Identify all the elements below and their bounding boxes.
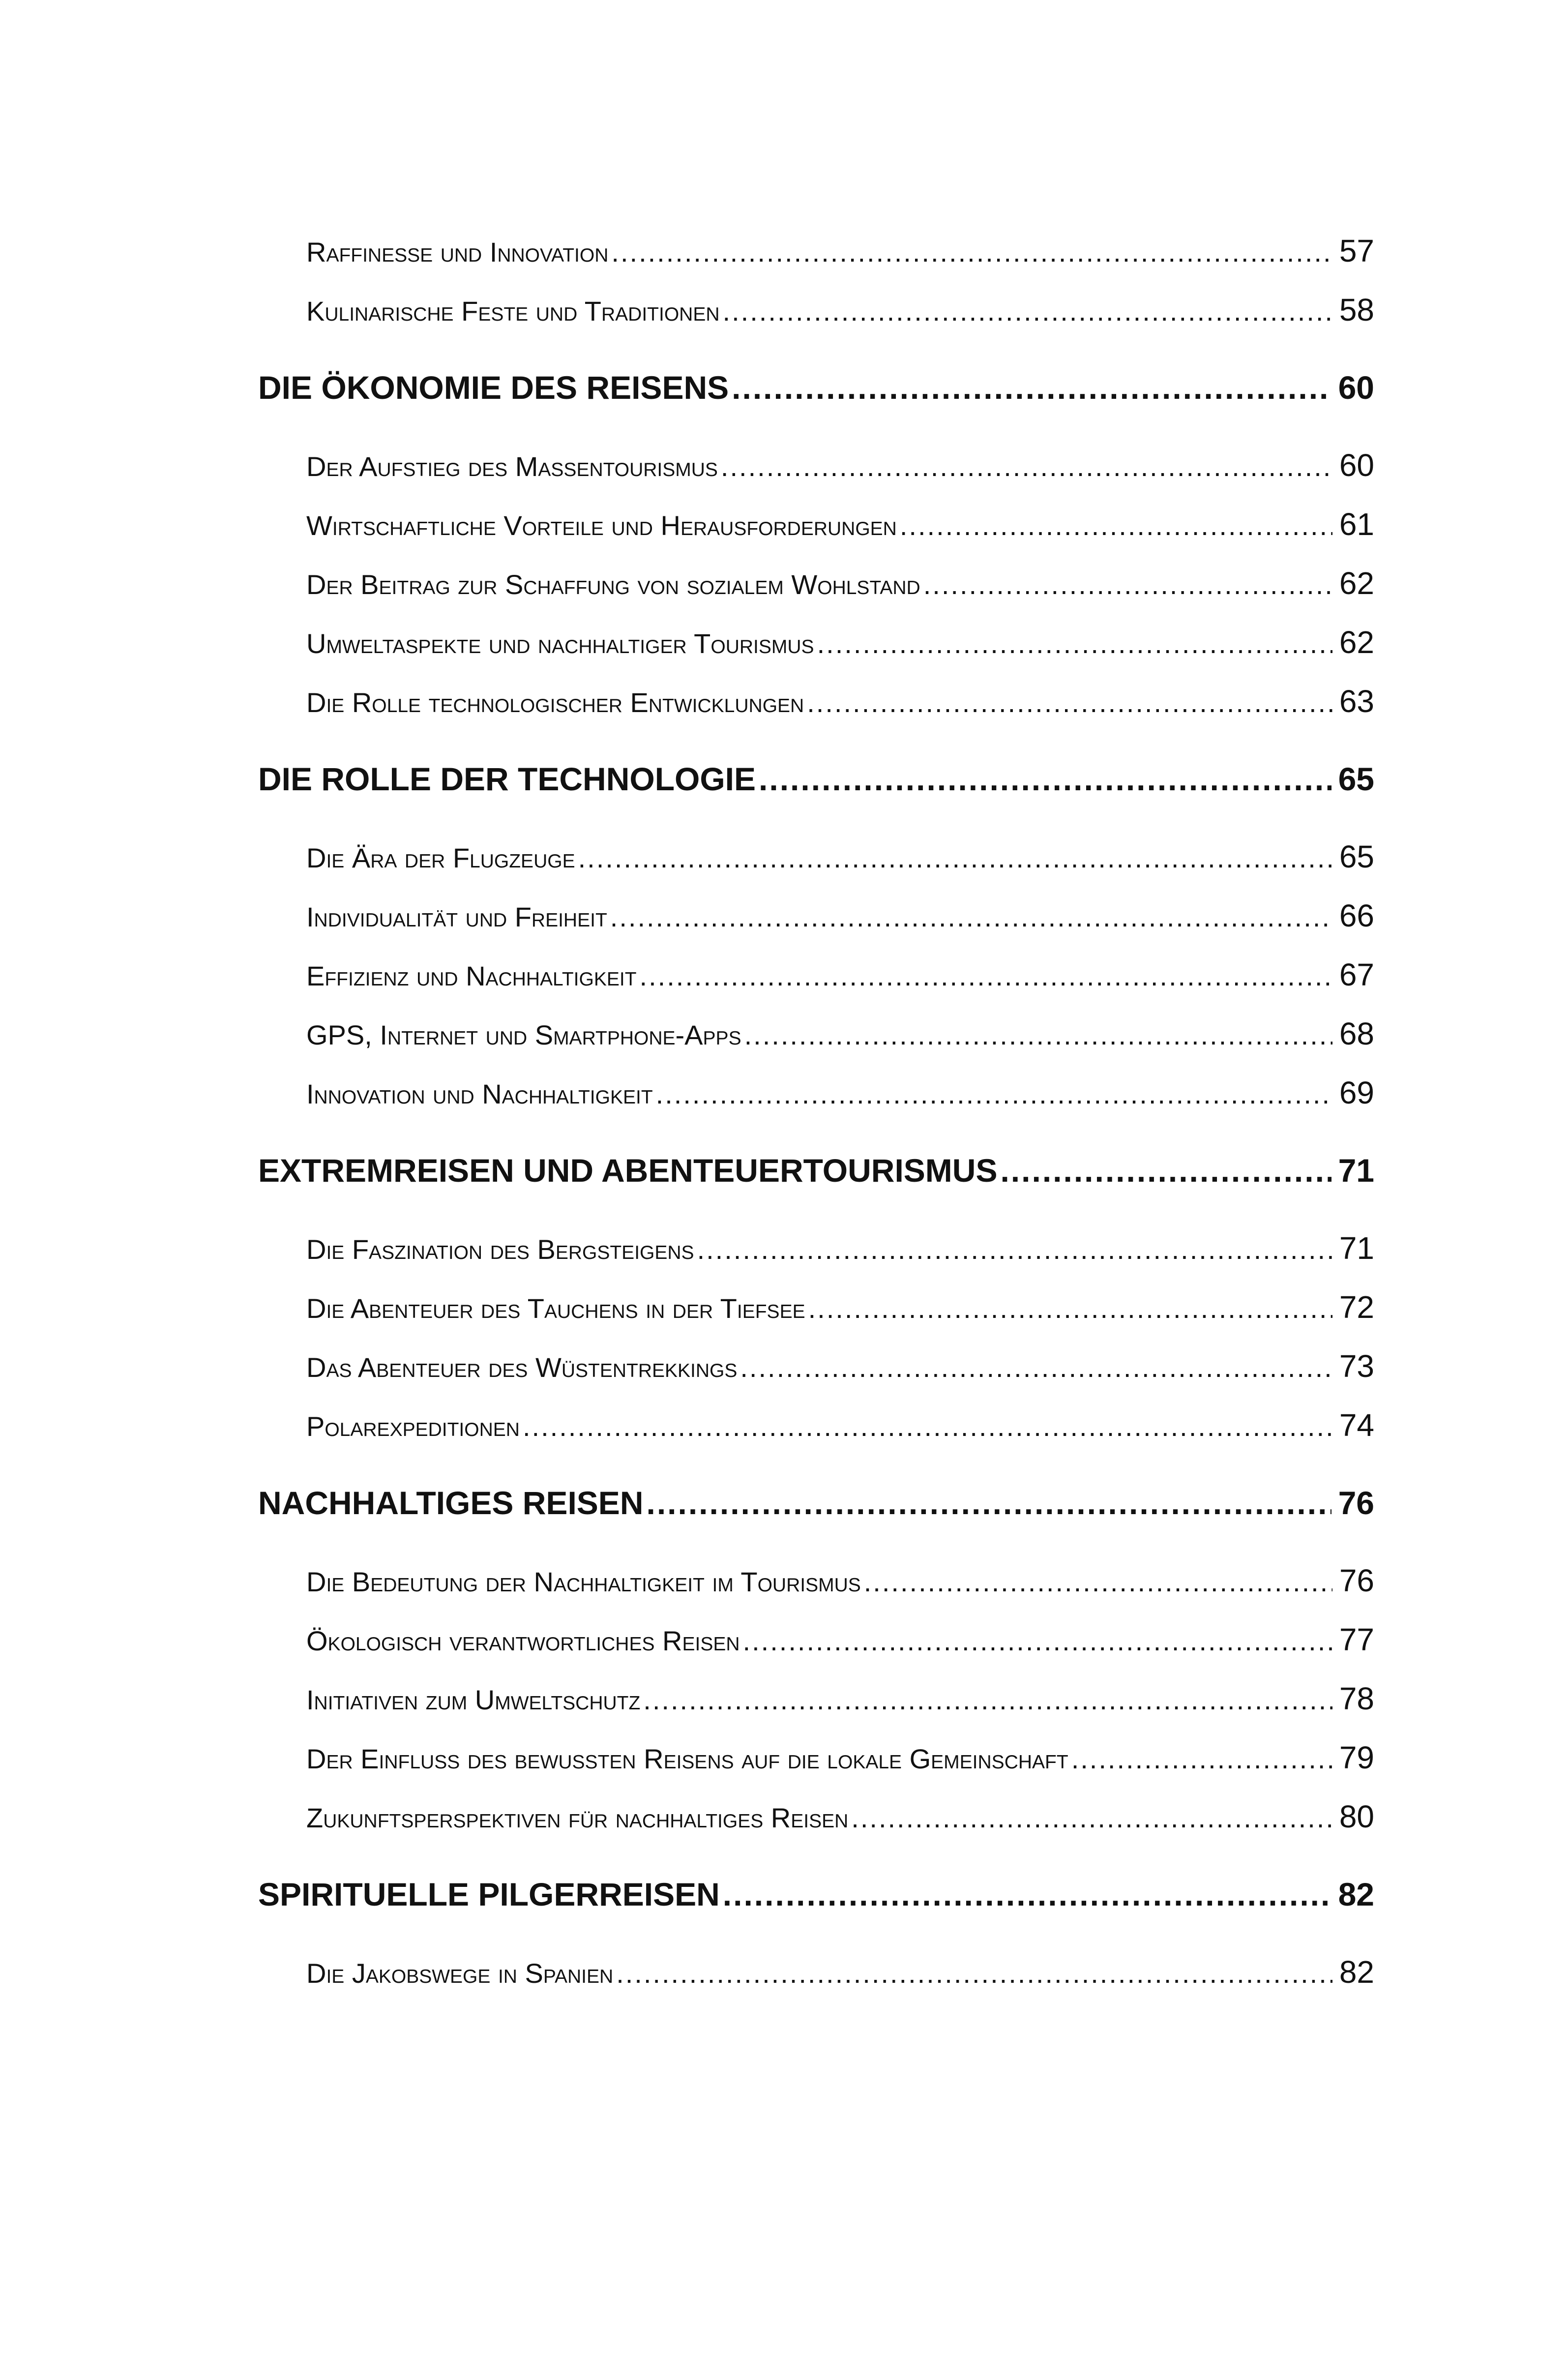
toc-entry-jakobswege[interactable] bbox=[258, 1942, 1374, 2001]
toc-entry-page: 78 bbox=[1339, 1681, 1374, 1716]
toc-entry-umweltschutz[interactable] bbox=[258, 1669, 1374, 1728]
toc-entry-page: 77 bbox=[1339, 1622, 1374, 1657]
toc-entry-sozialer-wohlstand[interactable] bbox=[258, 554, 1374, 613]
toc-entry-title: Effizienz und Nachhaltigkeit bbox=[306, 960, 637, 991]
toc-section-nachhaltiges-reisen[interactable] bbox=[258, 1476, 1374, 1529]
toc-entry-page: 58 bbox=[1339, 292, 1374, 328]
toc-entry-page: 63 bbox=[1339, 684, 1374, 719]
toc-entry-title: Umweltaspekte und nachhaltiger Tourismus bbox=[306, 628, 814, 659]
toc-entry-page: 71 bbox=[1339, 1230, 1374, 1266]
toc-entry-kulinarische-feste[interactable] bbox=[258, 280, 1374, 339]
toc-entry-page: 80 bbox=[1339, 1799, 1374, 1834]
toc-entry-title: Die Ära der Flugzeuge bbox=[306, 842, 575, 873]
dot-leader bbox=[523, 1397, 1332, 1455]
dot-leader bbox=[864, 1552, 1332, 1610]
dot-leader bbox=[578, 829, 1332, 886]
toc-entry-title: Wirtschaftliche Vorteile und Herausforderungen bbox=[306, 510, 897, 541]
toc-entry-page: 82 bbox=[1339, 1954, 1374, 1990]
dot-leader bbox=[721, 437, 1332, 495]
dot-leader bbox=[900, 496, 1332, 554]
toc-section-title: SPIRITUELLE PILGERREISEN bbox=[258, 1876, 720, 1912]
toc-entry-umweltaspekte[interactable] bbox=[258, 613, 1374, 672]
dot-leader bbox=[723, 282, 1332, 339]
dot-leader bbox=[697, 1220, 1332, 1278]
toc-entry-raffinesse-und-innovation[interactable] bbox=[258, 221, 1374, 280]
toc-entry-title: Polarexpeditionen bbox=[306, 1411, 520, 1442]
toc-entry-title: Der Aufstieg des Massentourismus bbox=[306, 451, 718, 482]
toc-entry-page: 65 bbox=[1339, 839, 1374, 874]
toc-entry-title: Der Einfluss des bewussten Reisens auf die lokale Gemeinschaft bbox=[306, 1743, 1068, 1774]
toc-entry-title: Zukunftsperspektiven für nachhaltiges Reisen bbox=[306, 1802, 849, 1833]
toc-entry-page: 74 bbox=[1339, 1407, 1374, 1443]
toc-entry-page: 76 bbox=[1339, 1563, 1374, 1598]
toc-entry-title: Das Abenteuer des Wüstentrekkings bbox=[306, 1352, 738, 1383]
dot-leader bbox=[647, 1476, 1331, 1529]
dot-leader bbox=[743, 1612, 1332, 1669]
dot-leader bbox=[851, 1789, 1332, 1846]
toc-entry-wirtschaftliche-vorteile[interactable] bbox=[258, 495, 1374, 554]
toc-entry-title: Die Jakobswege in Spanien bbox=[306, 1958, 614, 1989]
dot-leader bbox=[611, 223, 1332, 280]
toc-entry-tauchen-tiefsee[interactable] bbox=[258, 1278, 1374, 1337]
toc-section-title: DIE ÖKONOMIE DES REISENS bbox=[258, 369, 729, 406]
toc-entry-polarexpeditionen[interactable] bbox=[258, 1396, 1374, 1455]
toc-section-title: NACHHALTIGES REISEN bbox=[258, 1485, 644, 1521]
toc-entry-title: Kulinarische Feste und Traditionen bbox=[306, 296, 720, 327]
toc-entry-page: 68 bbox=[1339, 1016, 1374, 1051]
toc-entry-title: GPS, Internet und Smartphone-Apps bbox=[306, 1019, 741, 1050]
toc-entry-title: Die Abenteuer des Tauchens in der Tiefsee bbox=[306, 1293, 805, 1324]
toc-section-rolle-der-technologie[interactable] bbox=[258, 752, 1374, 806]
dot-leader bbox=[1000, 1144, 1331, 1197]
toc-entry-page: 57 bbox=[1339, 233, 1374, 269]
toc-section-pilgerreisen[interactable] bbox=[258, 1868, 1374, 1921]
toc-entry-title: Raffinesse und Innovation bbox=[306, 237, 609, 268]
toc-entry-page: 62 bbox=[1339, 625, 1374, 660]
toc-entry-page: 79 bbox=[1339, 1740, 1374, 1775]
dot-leader bbox=[640, 947, 1332, 1004]
toc-entry-title: Initiativen zum Umweltschutz bbox=[306, 1684, 641, 1715]
toc-entry-page: 61 bbox=[1339, 507, 1374, 542]
toc-entry-page: 66 bbox=[1339, 898, 1374, 933]
toc-entry-oekologisch-reisen[interactable] bbox=[258, 1610, 1374, 1669]
toc-entry-page: 60 bbox=[1339, 448, 1374, 483]
toc-section-extremreisen[interactable] bbox=[258, 1144, 1374, 1197]
dot-leader bbox=[643, 1671, 1332, 1728]
toc-entry-page: 73 bbox=[1339, 1348, 1374, 1384]
toc-section-page: 82 bbox=[1338, 1876, 1374, 1912]
toc-entry-massentourismus[interactable] bbox=[258, 436, 1374, 495]
toc-section-page: 71 bbox=[1338, 1152, 1374, 1189]
table-of-contents bbox=[258, 221, 1374, 2001]
toc-entry-title: Die Rolle technologischer Entwicklungen bbox=[306, 687, 804, 718]
toc-entry-innovation-nachhaltigkeit[interactable] bbox=[258, 1063, 1374, 1122]
toc-entry-effizienz[interactable] bbox=[258, 945, 1374, 1004]
toc-entry-page: 72 bbox=[1339, 1289, 1374, 1325]
toc-entry-lokale-gemeinschaft[interactable] bbox=[258, 1728, 1374, 1787]
toc-section-page: 76 bbox=[1338, 1485, 1374, 1521]
toc-entry-title: Die Bedeutung der Nachhaltigkeit im Tourismus bbox=[306, 1566, 861, 1597]
toc-entry-wuestentrekking[interactable] bbox=[258, 1337, 1374, 1396]
toc-section-title: DIE ROLLE DER TECHNOLOGIE bbox=[258, 761, 756, 797]
toc-entry-page: 69 bbox=[1339, 1075, 1374, 1110]
dot-leader bbox=[732, 361, 1331, 414]
toc-entry-title: Innovation und Nachhaltigkeit bbox=[306, 1078, 653, 1109]
dot-leader bbox=[740, 1338, 1332, 1396]
toc-entry-page: 62 bbox=[1339, 566, 1374, 601]
dot-leader bbox=[817, 614, 1332, 672]
toc-section-title: EXTREMREISEN UND ABENTEUERTOURISMUS bbox=[258, 1152, 998, 1189]
toc-entry-title: Ökologisch verantwortliches Reisen bbox=[306, 1625, 740, 1656]
toc-entry-individualitaet[interactable] bbox=[258, 886, 1374, 945]
dot-leader bbox=[807, 673, 1332, 731]
toc-entry-aera-der-flugzeuge[interactable] bbox=[258, 827, 1374, 886]
dot-leader bbox=[923, 555, 1332, 613]
dot-leader bbox=[610, 888, 1332, 945]
toc-entry-bedeutung-nachhaltigkeit[interactable] bbox=[258, 1551, 1374, 1610]
toc-entry-title: Die Faszination des Bergsteigens bbox=[306, 1234, 694, 1265]
dot-leader bbox=[656, 1065, 1332, 1122]
toc-entry-gps-internet[interactable] bbox=[258, 1004, 1374, 1063]
toc-entry-bergsteigen[interactable] bbox=[258, 1219, 1374, 1278]
dot-leader bbox=[744, 1006, 1332, 1063]
dot-leader bbox=[723, 1868, 1331, 1921]
toc-section-page: 65 bbox=[1338, 761, 1374, 797]
dot-leader bbox=[808, 1279, 1332, 1337]
toc-entry-title: Individualität und Freiheit bbox=[306, 901, 607, 932]
dot-leader bbox=[1071, 1730, 1332, 1787]
toc-entry-technologische-entwicklungen[interactable] bbox=[258, 672, 1374, 731]
dot-leader bbox=[759, 752, 1331, 806]
toc-entry-page: 67 bbox=[1339, 957, 1374, 992]
dot-leader bbox=[616, 1944, 1332, 2001]
toc-section-page: 60 bbox=[1338, 369, 1374, 406]
toc-entry-zukunftsperspektiven[interactable] bbox=[258, 1787, 1374, 1846]
toc-section-oekonomie-des-reisens[interactable] bbox=[258, 361, 1374, 414]
toc-entry-title: Der Beitrag zur Schaffung von sozialem Wohlstand bbox=[306, 569, 920, 600]
